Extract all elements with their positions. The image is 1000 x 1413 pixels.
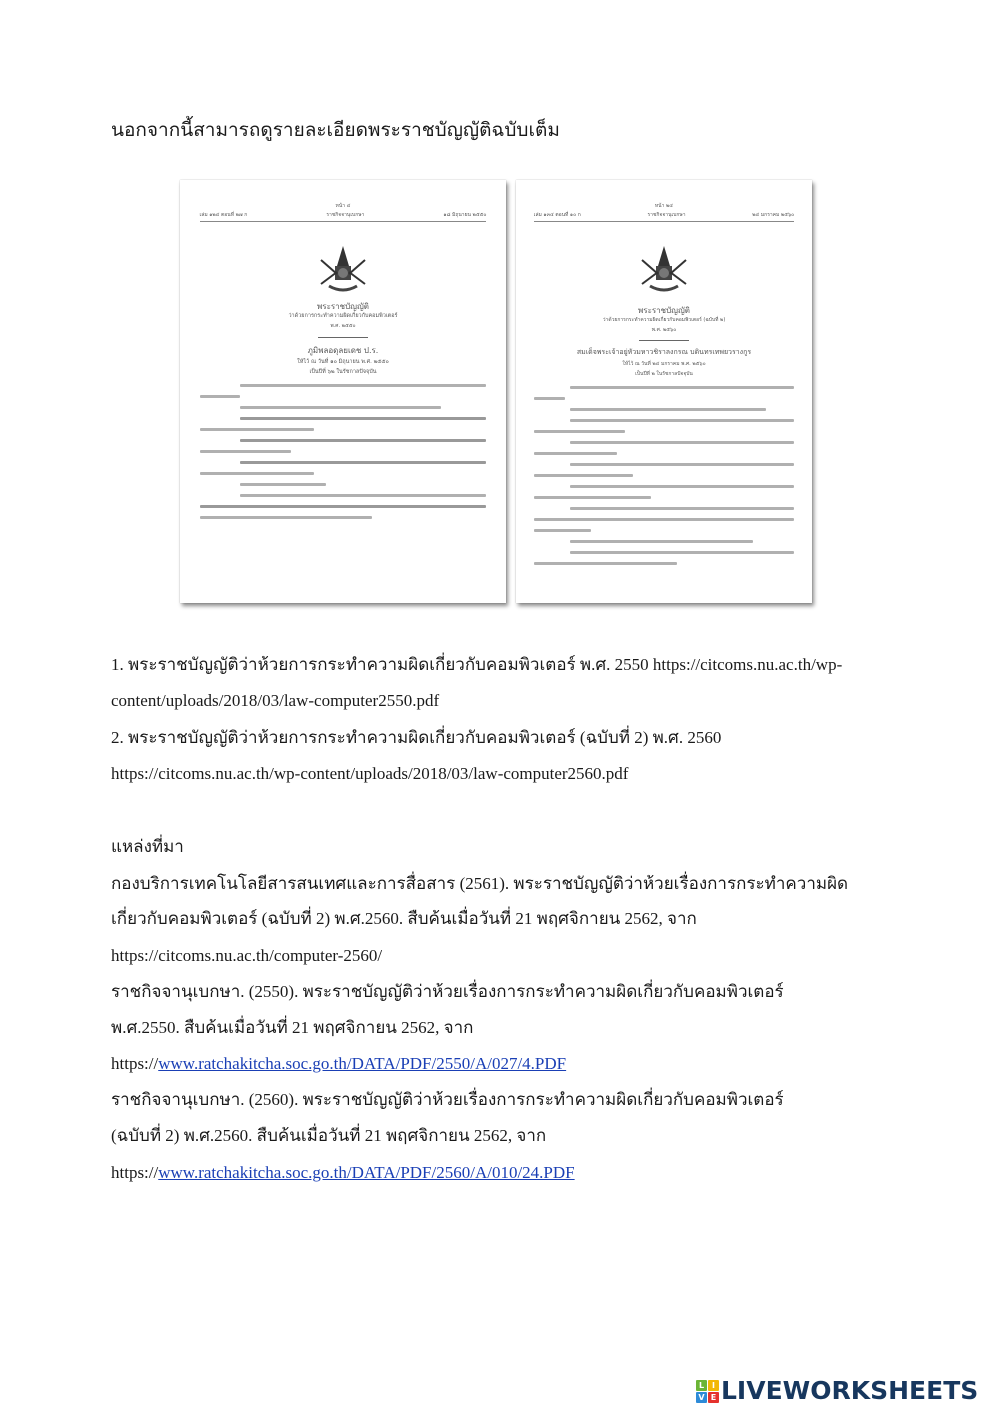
law-2560-page-thumbnail [516,180,812,603]
url-prefix: https:// [111,1163,159,1182]
reign-year: เป็นปีที่ ๖๒ ในรัชกาลปัจจุบัน [309,369,377,375]
volume-label: เล่ม ๑๒๔ ตอนที่ ๒๗ ก [199,212,248,218]
gazette-name: ราชกิจจานุเบกษา [326,212,365,218]
reference-2-line-2: พ.ศ.2550. สืบค้นเมื่อวันที่ 21 พฤศจิกายน 2562, จาก [111,1018,474,1037]
reference-2-line-1: ราชกิจจานุเบกษา. (2550). พระราชบัญญัติว่าห้วยเรื่องการกระทําความผิดเกี่ยวกับคอมพิวเตอร์ [111,982,784,1001]
act-year: พ.ศ. ๒๕๖๐ [651,327,677,333]
act-title: พระราชบัญญัติ [638,306,690,315]
brand-name: LIVEWORKSHEETS [721,1376,979,1405]
logo-letter-v: V [696,1392,707,1403]
reign-year: เป็นปีที่ ๒ ในรัชกาลปัจจุบัน [635,371,693,377]
given-date: ให้ไว้ ณ วันที่ ๒๔ มกราคม พ.ศ. ๒๕๖๐ [622,361,706,367]
law-1-url[interactable]: content/uploads/2018/03/law-computer2550.pdf [111,691,440,710]
signer: ภูมิพลอดุลยเดช ป.ร. [307,346,379,355]
gazette-name: ราชกิจจานุเบกษา [647,212,686,218]
gazette-date: ๑๘ มิถุนายน ๒๕๕๐ [443,212,487,218]
liveworksheets-logo[interactable] [696,1378,978,1404]
reference-3-url [111,1162,575,1184]
live-blocks-icon [696,1380,719,1403]
logo-letter-i: I [708,1380,719,1391]
ratchakitcha-2560-link[interactable]: www.ratchakitcha.soc.go.th/DATA/PDF/2560/A/010/24.PDF [158,1163,575,1182]
divider [639,340,689,341]
page-number: หน้า ๒๔ [654,203,674,209]
garuda-emblem-icon [636,244,692,294]
volume-label: เล่ม ๑๓๔ ตอนที่ ๑๐ ก [533,212,581,218]
logo-letter-l: L [696,1380,707,1391]
gazette-date: ๒๔ มกราคม ๒๕๖๐ [752,212,795,218]
reference-1-line-1: กองบริการเทคโนโลยีสารสนเทศและการสื่อสาร (2561). พระราชบัญญัติว่าห้วยเรื่องการกระทําความผิด [111,874,849,893]
reference-3-line-2: (ฉบับที่ 2) พ.ศ.2560. สืบค้นเมื่อวันที่ 21 พฤศจิกายน 2562, จาก [111,1126,547,1145]
gazette-header [534,202,795,222]
gazette-header [200,202,487,222]
law-2-url[interactable]: https://citcoms.nu.ac.th/wp-content/uploads/2018/03/law-computer2560.pdf [111,764,629,783]
act-subtitle: ว่าด้วยการกระทำความผิดเกี่ยวกับคอมพิวเตอร์ (ฉบับที่ ๒) [602,317,726,323]
reference-3-line-1: ราชกิจจานุเบกษา. (2560). พระราชบัญญัติว่าห้วยเรื่องการกระทําความผิดเกี่ยวกับคอมพิวเตอร์ [111,1090,784,1109]
act-body-text [534,386,795,573]
logo-letter-e: E [708,1392,719,1403]
act-year: พ.ศ. ๒๕๕๐ [330,323,356,329]
law-2550-page-thumbnail [180,180,506,603]
signer: สมเด็จพระเจ้าอยู่หัวมหาวชิราลงกรณ บดินทรเทพยวรางกูร [576,348,752,356]
sources-heading: แหล่งที่มา [111,837,184,856]
reference-1-url[interactable]: https://citcoms.nu.ac.th/computer-2560/ [111,946,383,965]
divider [318,337,368,338]
reference-2-url [111,1053,566,1075]
given-date: ให้ไว้ ณ วันที่ ๑๐ มิถุนายน พ.ศ. ๒๕๕๐ [297,359,389,365]
act-title: พระราชบัญญัติ [317,302,369,311]
garuda-emblem-icon [315,244,371,294]
law-1-title: 1. พระราชบัญญัติว่าห้วยการกระทําความผิดเกี่ยวกับคอมพิวเตอร์ พ.ศ. 2550 https://citcoms.nu.ac.th/wp- [111,655,843,674]
page-number: หน้า ๔ [335,203,351,209]
ratchakitcha-2550-link[interactable]: www.ratchakitcha.soc.go.th/DATA/PDF/2550/A/027/4.PDF [158,1054,567,1073]
act-subtitle: ว่าด้วยการกระทำความผิดเกี่ยวกับคอมพิวเตอร์ [288,313,398,319]
url-prefix: https:// [111,1054,159,1073]
law-2-title: 2. พระราชบัญญัติว่าห้วยการกระทําความผิดเกี่ยวกับคอมพิวเตอร์ (ฉบับที่ 2) พ.ศ. 2560 [111,728,722,747]
reference-1-line-2: เกี่ยวกับคอมพิวเตอร์ (ฉบับที่ 2) พ.ศ.2560. สืบค้นเมื่อวันที่ 21 พฤศจิกายน 2562, จาก [111,909,697,928]
intro-text: นอกจากนี้สามารถดูรายละเอียดพระราชบัญญัติฉบับเต็ม [111,120,560,141]
act-body-text [200,384,487,527]
